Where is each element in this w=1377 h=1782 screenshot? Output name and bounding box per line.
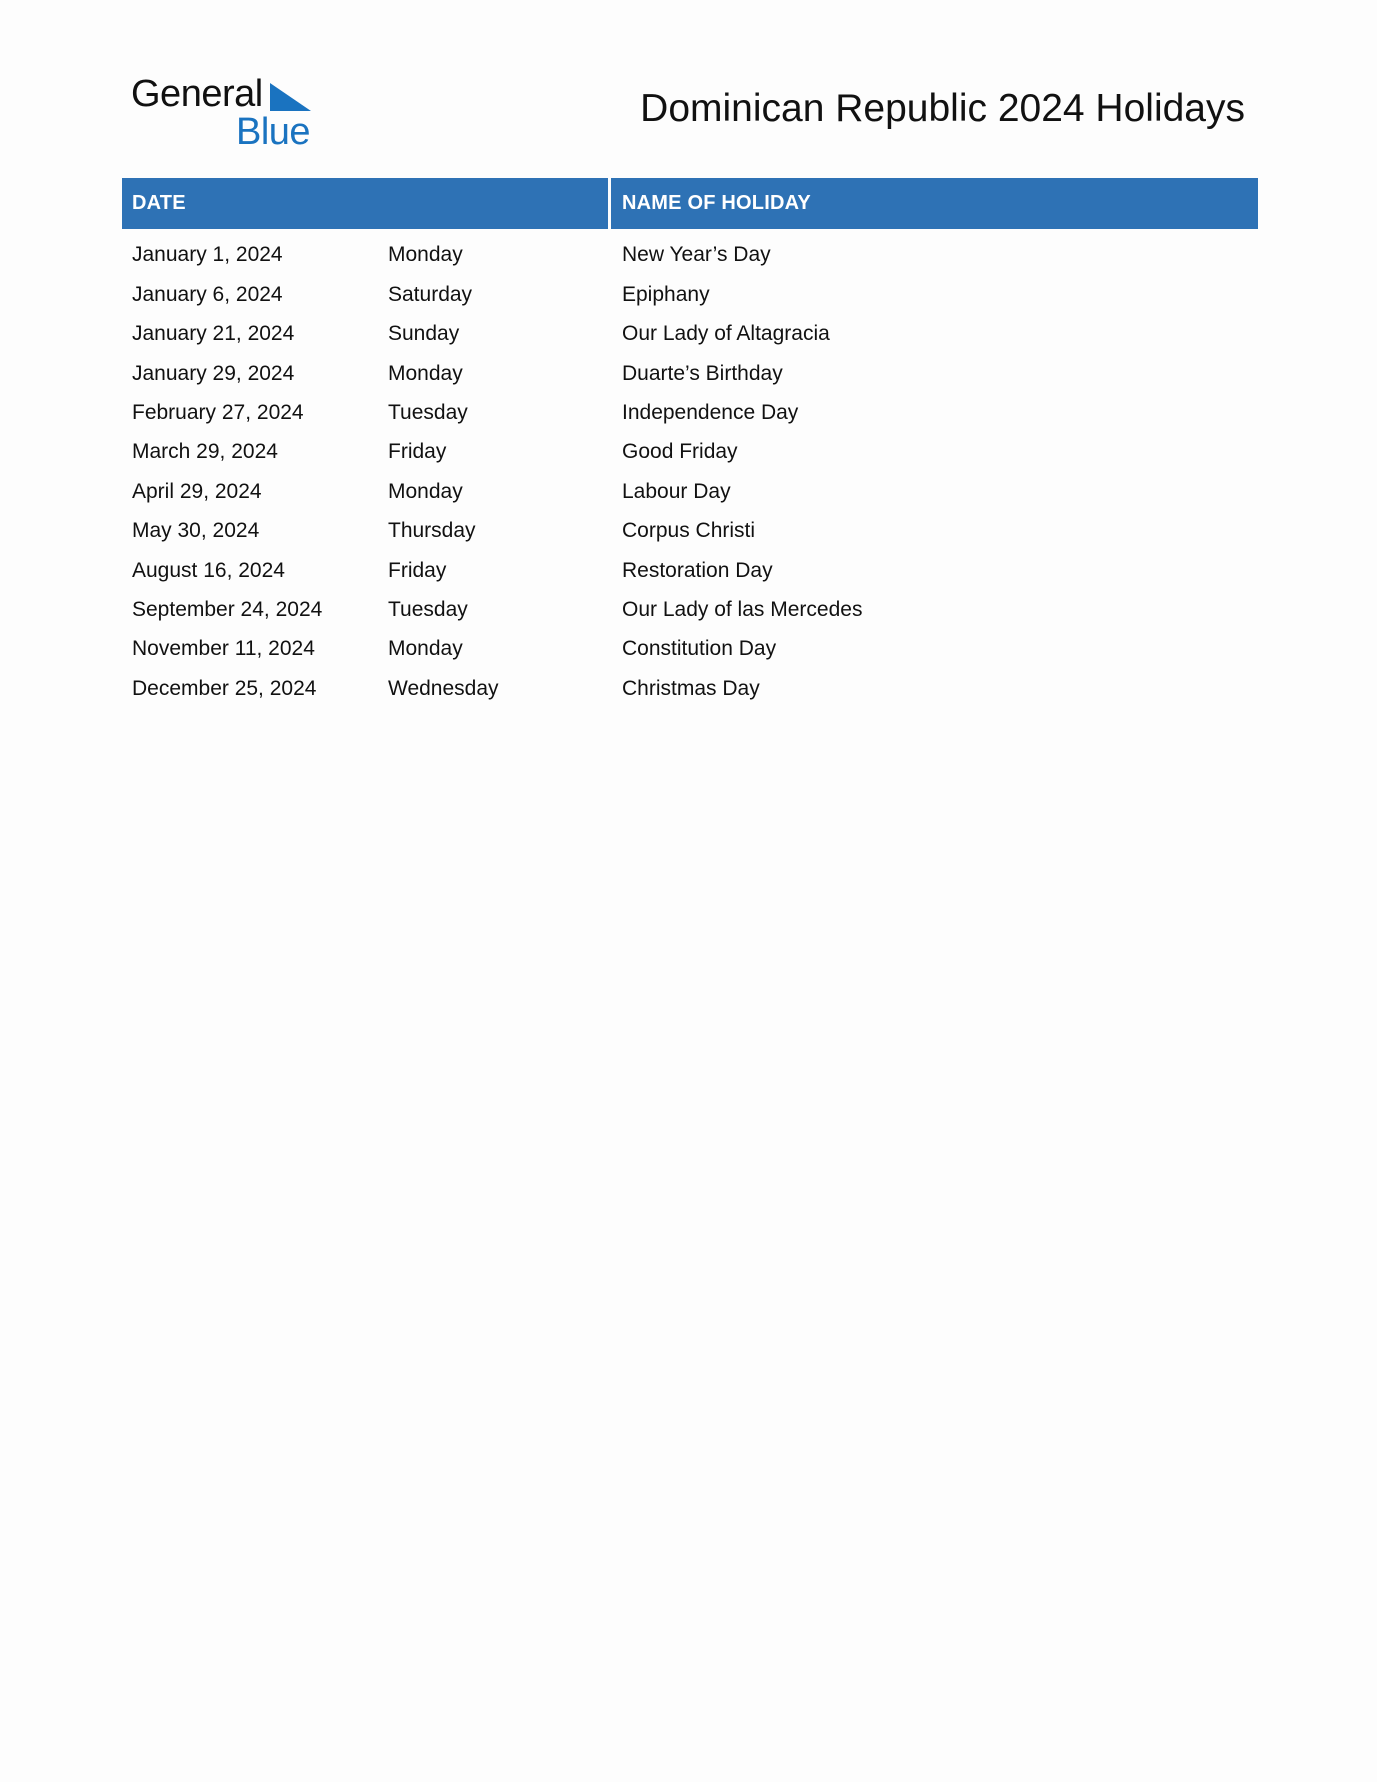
table-row [122, 271, 1258, 310]
logo-text-blue: Blue [236, 111, 311, 153]
holiday-date: January 6, 2024 [132, 282, 283, 306]
holiday-date: September 24, 2024 [132, 597, 323, 621]
holiday-date: May 30, 2024 [132, 519, 260, 543]
holiday-name: Constitution Day [622, 637, 777, 661]
holiday-date: January 29, 2024 [132, 361, 295, 385]
holiday-weekday: Thursday [388, 519, 476, 543]
holiday-name: Independence Day [622, 400, 799, 424]
holiday-weekday: Friday [388, 558, 447, 582]
holiday-weekday: Wednesday [388, 676, 499, 700]
holiday-date: March 29, 2024 [132, 440, 278, 464]
holiday-weekday: Monday [388, 637, 463, 661]
table-row [122, 232, 1258, 271]
table-row [122, 468, 1258, 507]
table-header [122, 178, 1258, 229]
table-row [122, 390, 1258, 429]
logo-text-general: General [131, 73, 263, 115]
holiday-weekday: Monday [388, 479, 463, 503]
table-row [122, 429, 1258, 468]
table-row [122, 508, 1258, 547]
table-row [122, 587, 1258, 626]
holiday-name: Restoration Day [622, 558, 773, 582]
table-row [122, 626, 1258, 665]
column-header-date: DATE [122, 178, 608, 229]
general-blue-logo [131, 74, 321, 154]
holiday-name: Duarte’s Birthday [622, 361, 783, 385]
holiday-name: Our Lady of las Mercedes [622, 597, 863, 621]
holiday-date: August 16, 2024 [132, 558, 285, 582]
logo-triangle-icon [270, 83, 311, 111]
holiday-name: Corpus Christi [622, 519, 756, 543]
holiday-weekday: Tuesday [388, 597, 468, 621]
holiday-name: Labour Day [622, 479, 731, 503]
table-body [122, 232, 1258, 705]
table-row [122, 547, 1258, 586]
holidays-table [122, 178, 1258, 705]
table-row [122, 311, 1258, 350]
table-row [122, 350, 1258, 389]
holiday-name: Christmas Day [622, 676, 760, 700]
holiday-weekday: Monday [388, 361, 463, 385]
holiday-name: Our Lady of Altagracia [622, 322, 830, 346]
holiday-weekday: Friday [388, 440, 447, 464]
page-title: Dominican Republic 2024 Holidays [640, 87, 1245, 130]
table-row [122, 665, 1258, 704]
holiday-weekday: Monday [388, 243, 463, 267]
holiday-name: New Year’s Day [622, 243, 771, 267]
holiday-date: January 1, 2024 [132, 243, 283, 267]
holiday-date: December 25, 2024 [132, 676, 317, 700]
holiday-weekday: Sunday [388, 322, 460, 346]
holiday-weekday: Tuesday [388, 400, 468, 424]
holiday-date: April 29, 2024 [132, 479, 262, 503]
holiday-date: January 21, 2024 [132, 322, 295, 346]
holiday-date: February 27, 2024 [132, 400, 304, 424]
column-header-holiday-name: NAME OF HOLIDAY [611, 178, 1258, 229]
holiday-weekday: Saturday [388, 282, 473, 306]
holiday-name: Good Friday [622, 440, 738, 464]
holiday-name: Epiphany [622, 282, 710, 306]
holiday-date: November 11, 2024 [132, 637, 315, 661]
